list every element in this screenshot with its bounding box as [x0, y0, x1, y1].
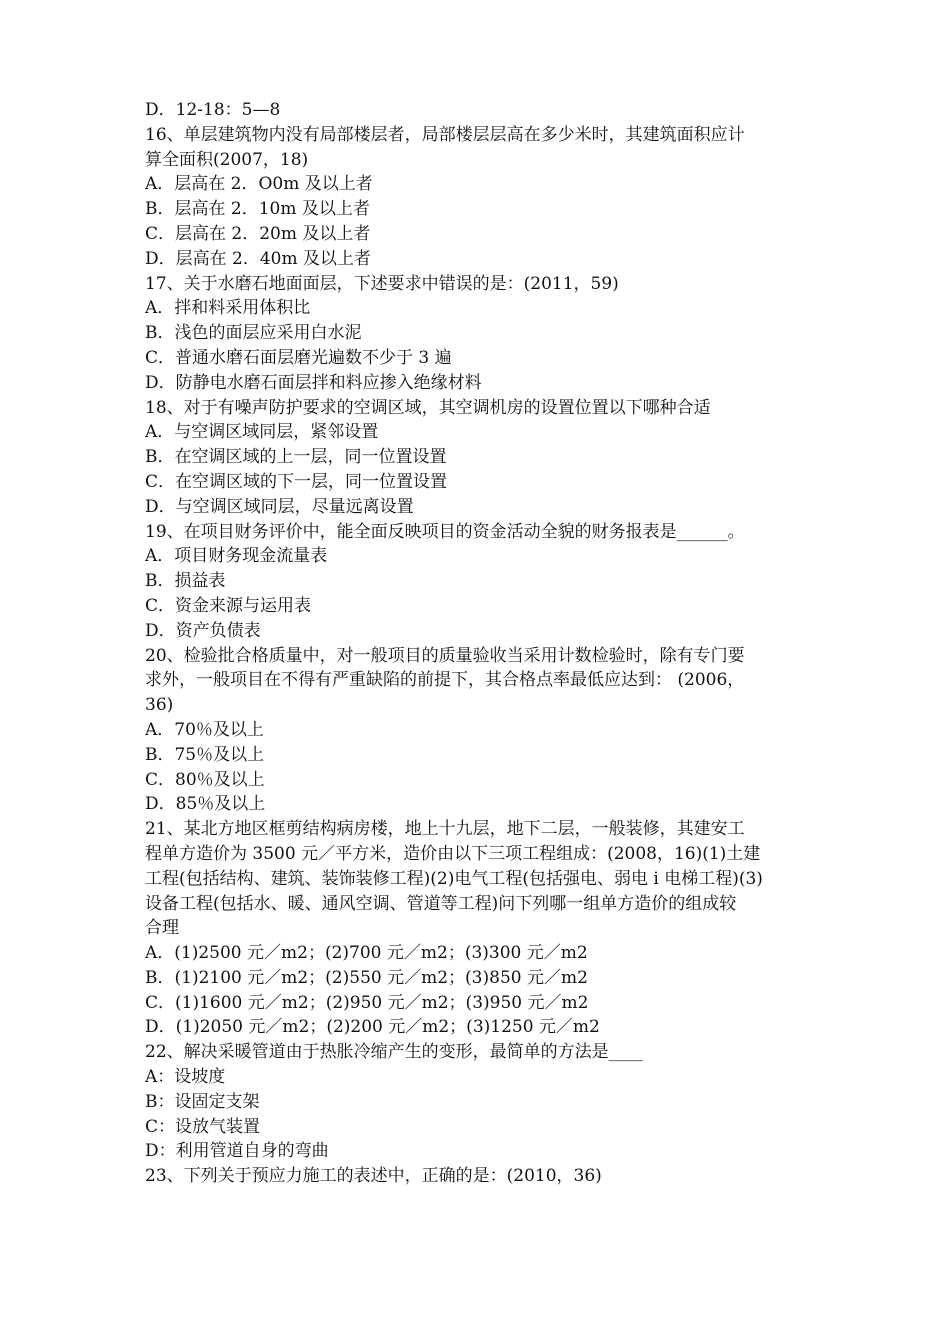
option-line: B：设固定支架 [145, 1091, 260, 1112]
document-page [145, 98, 825, 1189]
question-line: 求外，一般项目在不得有严重缺陷的前提下，其合格点率最低应达到： (2006， [145, 670, 745, 691]
option-line: D．85％及以上 [145, 794, 266, 815]
option-line: C：设放气装置 [145, 1116, 261, 1137]
option-line: B．浅色的面层应采用白水泥 [145, 323, 362, 344]
option-line: A．与空调区域同层，紧邻设置 [145, 422, 379, 443]
option-line: A．项目财务现金流量表 [145, 546, 328, 567]
option-line: C．(1)1600 元／m2；(2)950 元／m2；(3)950 元／m2 [145, 992, 589, 1013]
option-line: D．层高在 2．40m 及以上者 [145, 248, 372, 269]
option-line: A．(1)2500 元／m2；(2)700 元／m2；(3)300 元／m2 [145, 943, 588, 964]
text-line: D．12-18：5—8 [145, 100, 281, 120]
question-line: 23、下列关于预应力施工的表述中，正确的是：(2010，36) [145, 1166, 602, 1187]
option-line: C．80％及以上 [145, 769, 265, 790]
option-line: D：利用管道自身的弯曲 [145, 1141, 329, 1162]
option-line: B．在空调区域的上一层，同一位置设置 [145, 447, 447, 468]
option-line: C．层高在 2．20m 及以上者 [145, 223, 371, 244]
question-line: 设备工程(包括水、暖、通风空调、管道等工程)问下列哪一组单方造价的组成较 [145, 893, 737, 914]
question-line: 16、单层建筑物内没有局部楼层者，局部楼层层高在多少米时，其建筑面积应计 [145, 124, 745, 145]
question-line: 算全面积(2007，18) [145, 149, 309, 170]
question-line: 21、某北方地区框剪结构病房楼，地上十九层，地下二层，一般装修，其建安工 [145, 819, 745, 840]
question-line: 22、解决采暖管道由于热胀冷缩产生的变形，最简单的方法是____ [145, 1042, 643, 1063]
option-line: A：设坡度 [145, 1067, 226, 1088]
option-line: A．70％及以上 [145, 719, 264, 740]
option-line: A．拌和料采用体积比 [145, 298, 311, 319]
question-line: 18、对于有噪声防护要求的空调区域，其空调机房的设置位置以下哪种合适 [145, 397, 711, 418]
question-line: 36) [145, 695, 174, 716]
option-line: D．(1)2050 元／m2；(2)200 元／m2；(3)1250 元／m2 [145, 1017, 600, 1038]
question-line: 19、在项目财务评价中，能全面反映项目的资金活动全貌的财务报表是______。 [145, 521, 745, 542]
option-line: C．在空调区域的下一层，同一位置设置 [145, 471, 448, 492]
option-line: D．资产负债表 [145, 620, 261, 641]
option-line: B．损益表 [145, 571, 226, 592]
option-line: A．层高在 2．O0m 及以上者 [145, 174, 373, 195]
option-line: B．(1)2100 元／m2；(2)550 元／m2；(3)850 元／m2 [145, 967, 588, 988]
option-line: D．与空调区域同层，尽量远离设置 [145, 496, 414, 517]
option-line: C．资金来源与运用表 [145, 595, 312, 616]
question-line: 合理 [145, 918, 179, 939]
question-line: 工程(包括结构、建筑、装饰装修工程)(2)电气工程(包括强电、弱电 i 电梯工程)(3) [145, 868, 763, 889]
option-line: D．防静电水磨石面层拌和料应掺入绝缘材料 [145, 372, 482, 393]
option-line: B．层高在 2．10m 及以上者 [145, 199, 370, 220]
question-line: 程单方造价为 3500 元／平方米，造价由以下三项工程组成：(2008，16)(1)土建 [145, 843, 761, 864]
question-line: 17、关于水磨石地面面层，下述要求中错误的是：(2011，59) [145, 273, 619, 294]
question-line: 20、检验批合格质量中，对一般项目的质量验收当采用计数检验时，除有专门要 [145, 645, 745, 666]
option-line: C．普通水磨石面层磨光遍数不少于 3 遍 [145, 347, 452, 368]
option-line: B．75％及以上 [145, 744, 265, 765]
